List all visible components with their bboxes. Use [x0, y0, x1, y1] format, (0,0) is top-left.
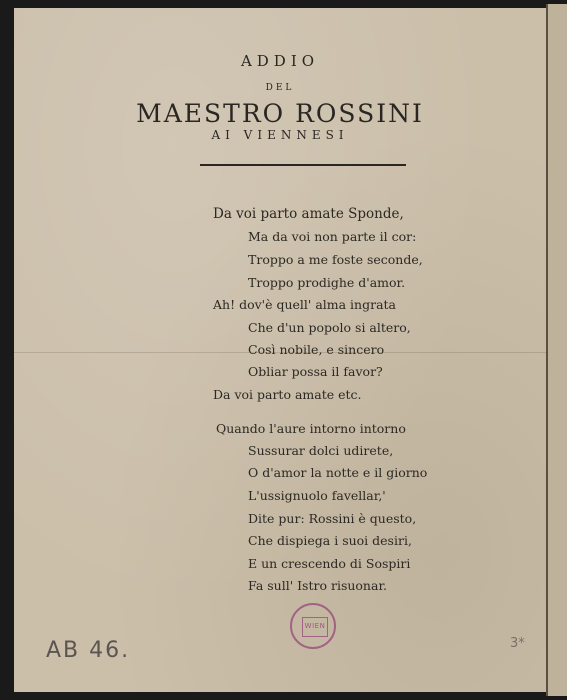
verse-line: Troppo a me foste seconde,: [248, 252, 423, 267]
call-number: AB 46.: [46, 638, 131, 663]
verse-line: Ma da voi non parte il cor:: [248, 229, 417, 244]
verse-line: Da voi parto amate Sponde,: [213, 206, 404, 222]
verse-line: Obliar possa il favor?: [248, 364, 383, 379]
title-rule: [200, 164, 406, 166]
title-line-1: ADDIO: [240, 52, 320, 70]
library-stamp: [290, 603, 336, 649]
verse-line: Da voi parto amate etc.: [213, 387, 362, 402]
verse-line: Fa sull' Istro risuonar.: [248, 578, 388, 593]
title-line-2: DEL: [265, 83, 295, 93]
stamp-text: WIEN: [304, 622, 326, 630]
adjacent-page-edge: [546, 4, 567, 696]
verse-line: Quando l'aure intorno intorno: [216, 421, 406, 436]
verse-line: Che dispiega i suoi desiri,: [248, 533, 412, 548]
verse-line: Troppo prodighe d'amor.: [248, 275, 406, 290]
verse-line: Dite pur: Rossini è questo,: [248, 511, 417, 526]
verse-line: Così nobile, e sincero: [248, 342, 385, 357]
verse-line: O d'amor la notte e il giorno: [248, 465, 428, 480]
verse-line: L'ussignuolo favellar,': [248, 488, 386, 503]
verse-line: Che d'un popolo si altero,: [248, 320, 411, 335]
verse-line: Sussurar dolci udirete,: [248, 443, 394, 458]
corner-mark: 3*: [510, 636, 525, 651]
verse-line: Ah! dov'è quell' alma ingrata: [213, 297, 397, 312]
title-line-4: AI VIENNESI: [211, 128, 349, 142]
verse-line: E un crescendo di Sospiri: [248, 556, 411, 571]
title-line-3: MAESTRO ROSSINI: [136, 99, 424, 128]
